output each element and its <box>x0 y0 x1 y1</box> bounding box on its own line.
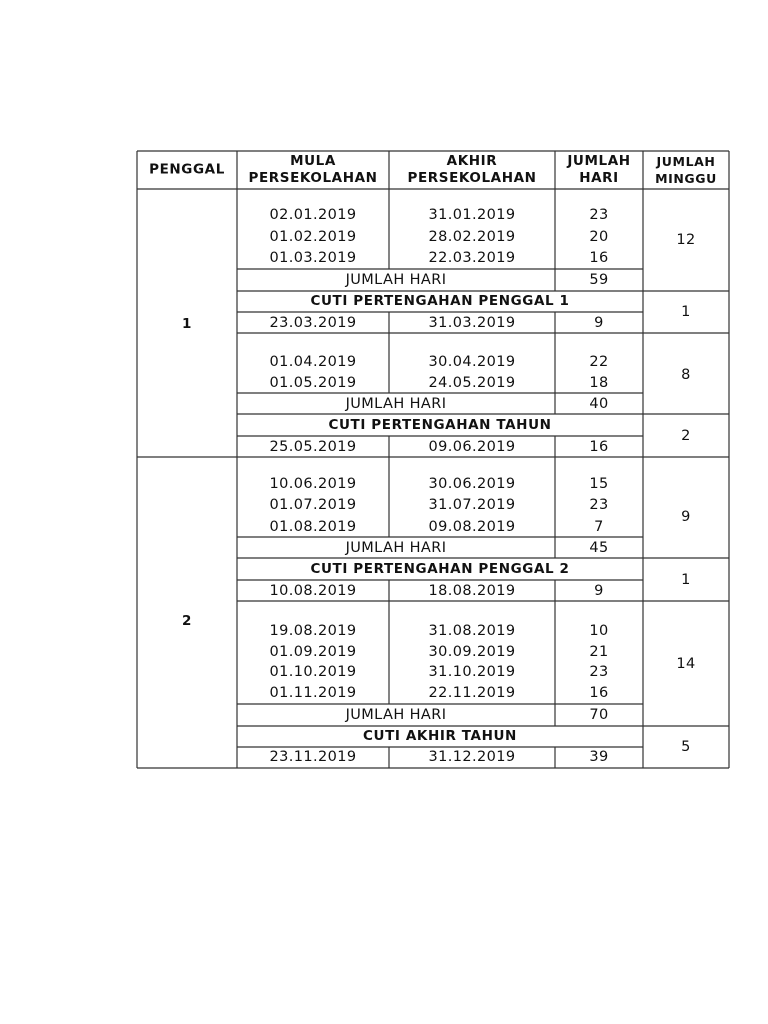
row-days: 15 <box>589 476 609 492</box>
break-start-date: 23.11.2019 <box>269 749 357 765</box>
total-label: JUMLAH HARI <box>345 272 447 288</box>
weeks-value: 1 <box>681 304 691 320</box>
row-end-date: 28.02.2019 <box>428 229 516 245</box>
break-days: 9 <box>594 315 604 331</box>
total-value: 70 <box>589 707 609 723</box>
weeks-value: 9 <box>681 509 691 525</box>
header-jumlah-minggu-line2: MINGGU <box>655 171 717 186</box>
header-akhir <box>407 153 536 187</box>
row-end-date: 31.08.2019 <box>428 623 516 639</box>
header-jumlah-minggu <box>655 153 717 187</box>
header-mula <box>248 153 377 187</box>
row-start-date: 01.03.2019 <box>269 250 357 266</box>
row-days: 23 <box>589 207 609 223</box>
penggal-label-2: 2 <box>182 613 192 629</box>
row-days: 23 <box>589 497 609 513</box>
header-mula-line2: PERSEKOLAHAN <box>248 170 378 186</box>
break-title: CUTI AKHIR TAHUN <box>363 728 517 744</box>
break-days: 39 <box>589 749 609 765</box>
weeks-value: 5 <box>681 739 691 755</box>
break-end-date: 09.06.2019 <box>428 439 516 455</box>
row-start-date: 01.05.2019 <box>269 375 357 391</box>
row-days: 10 <box>589 623 609 639</box>
row-start-date: 01.02.2019 <box>269 229 357 245</box>
break-title: CUTI PERTENGAHAN PENGGAL 2 <box>310 561 570 577</box>
row-end-date: 22.03.2019 <box>428 250 516 266</box>
row-end-date: 30.06.2019 <box>428 476 516 492</box>
row-days: 20 <box>589 229 609 245</box>
header-jumlah-hari-line2: HARI <box>579 170 619 186</box>
row-start-date: 10.06.2019 <box>269 476 357 492</box>
weeks-value: 1 <box>681 572 691 588</box>
row-end-date: 30.04.2019 <box>428 354 516 370</box>
weeks-value: 8 <box>681 367 691 383</box>
header-jumlah-hari-line1: JUMLAH <box>567 153 631 169</box>
header-jumlah-hari <box>567 153 630 187</box>
row-end-date: 31.01.2019 <box>428 207 516 223</box>
row-end-date: 22.11.2019 <box>428 685 516 701</box>
total-value: 40 <box>589 396 609 412</box>
total-label: JUMLAH HARI <box>345 396 447 412</box>
header-akhir-line1: AKHIR <box>446 153 498 169</box>
break-end-date: 18.08.2019 <box>428 583 516 599</box>
row-end-date: 31.07.2019 <box>428 497 516 513</box>
break-end-date: 31.03.2019 <box>428 315 516 331</box>
break-start-date: 25.05.2019 <box>269 439 357 455</box>
total-value: 59 <box>589 272 609 288</box>
row-days: 18 <box>589 375 609 391</box>
row-end-date: 09.08.2019 <box>428 519 516 535</box>
total-label: JUMLAH HARI <box>345 707 447 723</box>
weeks-value: 12 <box>676 232 696 248</box>
row-start-date: 01.07.2019 <box>269 497 357 513</box>
break-days: 9 <box>594 583 604 599</box>
row-start-date: 01.04.2019 <box>269 354 357 370</box>
header-mula-line1: MULA <box>290 153 336 169</box>
break-title: CUTI PERTENGAHAN TAHUN <box>328 417 552 433</box>
row-start-date: 01.10.2019 <box>269 664 357 680</box>
row-days: 22 <box>589 354 609 370</box>
row-start-date: 01.09.2019 <box>269 644 357 660</box>
header-jumlah-minggu-line1: JUMLAH <box>656 154 716 169</box>
break-end-date: 31.12.2019 <box>428 749 516 765</box>
weeks-value: 14 <box>676 656 696 672</box>
break-days: 16 <box>589 439 609 455</box>
row-end-date: 24.05.2019 <box>428 375 516 391</box>
header-akhir-line2: PERSEKOLAHAN <box>407 170 537 186</box>
row-days: 23 <box>589 664 609 680</box>
row-days: 16 <box>589 250 609 266</box>
break-start-date: 23.03.2019 <box>269 315 357 331</box>
break-title: CUTI PERTENGAHAN PENGGAL 1 <box>310 293 570 309</box>
row-end-date: 30.09.2019 <box>428 644 516 660</box>
break-start-date: 10.08.2019 <box>269 583 357 599</box>
penggal-label-1: 1 <box>182 316 192 332</box>
row-days: 7 <box>594 519 604 535</box>
total-label: JUMLAH HARI <box>345 540 447 556</box>
total-value: 45 <box>589 540 609 556</box>
header-penggal: PENGGAL <box>149 161 225 178</box>
row-days: 21 <box>589 644 609 660</box>
weeks-value: 2 <box>681 428 691 444</box>
row-start-date: 19.08.2019 <box>269 623 357 639</box>
row-start-date: 01.11.2019 <box>269 685 357 701</box>
row-days: 16 <box>589 685 609 701</box>
row-start-date: 01.08.2019 <box>269 519 357 535</box>
row-start-date: 02.01.2019 <box>269 207 357 223</box>
row-end-date: 31.10.2019 <box>428 664 516 680</box>
